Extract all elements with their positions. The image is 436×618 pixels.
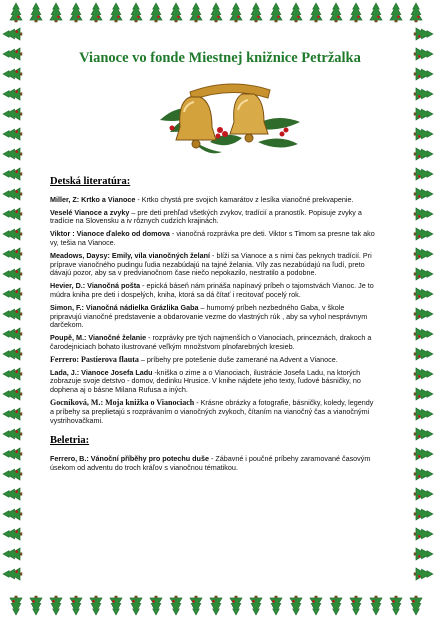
christmas-tree-icon [3, 68, 22, 80]
book-entry [50, 399, 376, 425]
christmas-tree-icon [30, 3, 42, 22]
christmas-tree-icon [10, 596, 22, 615]
christmas-tree-icon [90, 3, 102, 22]
christmas-tree-icon [3, 88, 22, 100]
book-description: - vianočná rozprávka pre deti. Viktor s Timom sa presne tak ako vy, tešia na Vianoce. [50, 229, 375, 247]
christmas-tree-icon [414, 488, 433, 500]
christmas-tree-icon [30, 596, 42, 615]
christmas-tree-icon [414, 308, 433, 320]
christmas-tree-icon [414, 328, 433, 340]
christmas-tree-icon [370, 3, 382, 22]
christmas-tree-icon [250, 3, 262, 22]
book-title: Lada, J.: Vianoce Josefa Ladu [50, 367, 153, 377]
christmas-bells-icon [150, 72, 310, 172]
christmas-tree-icon [290, 3, 302, 22]
christmas-tree-icon [414, 188, 433, 200]
book-title: Ferrero, B.: Vánoční příběhy pro potechu duše [50, 454, 209, 464]
section-heading: Detská literatúra: [50, 176, 131, 187]
christmas-tree-icon [414, 428, 433, 440]
christmas-tree-icon [270, 596, 282, 615]
christmas-tree-icon [190, 3, 202, 22]
christmas-tree-icon [3, 168, 22, 180]
christmas-tree-icon [3, 48, 22, 60]
christmas-tree-icon [414, 248, 433, 260]
christmas-tree-icon [414, 268, 433, 280]
christmas-tree-icon [270, 3, 282, 22]
christmas-tree-icon [3, 568, 22, 580]
christmas-tree-icon [3, 208, 22, 220]
book-title: Hevier, D.: Vianočná pošta [50, 281, 141, 291]
christmas-tree-icon [250, 596, 262, 615]
christmas-tree-icon [50, 3, 62, 22]
christmas-tree-icon [3, 448, 22, 460]
christmas-tree-icon [414, 448, 433, 460]
christmas-tree-icon [3, 488, 22, 500]
christmas-tree-icon [170, 596, 182, 615]
christmas-tree-icon [414, 128, 433, 140]
book-entry [50, 304, 376, 330]
christmas-tree-icon [414, 228, 433, 240]
christmas-tree-icon [414, 348, 433, 360]
christmas-tree-icon [3, 268, 22, 280]
christmas-tree-icon [414, 368, 433, 380]
christmas-tree-icon [3, 328, 22, 340]
christmas-tree-icon [410, 596, 422, 615]
book-entry [50, 282, 376, 300]
christmas-tree-icon [10, 3, 22, 22]
book-description: - Krásne obrázky a fotografie, básničky, koledy, legendy a príbehy sa preplietajú s rozprávaním o vianočných zvykoch, čítaním na vianočný čas a vianočnými vystrihovačkami. [50, 397, 374, 425]
book-description: – príbehy pre potešenie duše zamerané na Advent a Vianoce. [138, 354, 338, 364]
christmas-tree-icon [70, 3, 82, 22]
christmas-tree-icon [414, 528, 433, 540]
book-title: Veselé Vianoce a zvyky [50, 207, 130, 217]
book-description: - epická báseň nám prináša napínavý príbeh o tajomstvách Vianoc. Je to múdra kniha pre deti i dospelých, kniha, ktorá sa dá čítať i recitovať pocelý rok. [50, 281, 374, 299]
christmas-tree-icon [110, 596, 122, 615]
christmas-tree-icon [70, 596, 82, 615]
christmas-tree-icon [110, 3, 122, 22]
christmas-tree-icon [290, 596, 302, 615]
christmas-tree-icon [414, 68, 433, 80]
christmas-tree-icon [390, 3, 402, 22]
book-title: Simon, F.: Vianočná nádielka Grázlika Gaba [50, 302, 199, 312]
christmas-tree-icon [210, 3, 222, 22]
christmas-tree-icon [3, 408, 22, 420]
christmas-tree-icon [310, 596, 322, 615]
christmas-tree-icon [414, 28, 433, 40]
page-title: Vianoce vo fonde Miestnej knižnice Petržalka [79, 50, 361, 66]
christmas-tree-icon [3, 388, 22, 400]
book-description: – humorný príbeh nezbedného Gaba, v škole pripravujú vianočné predstavenie a obdarovanie vezme do vlastných rúk , aby sa vyhol nesprávnym darčekom. [50, 302, 368, 330]
christmas-tree-icon [414, 208, 433, 220]
christmas-tree-icon [3, 428, 22, 440]
christmas-tree-icon [310, 3, 322, 22]
christmas-tree-icon [3, 468, 22, 480]
book-list [50, 178, 376, 477]
christmas-tree-icon [3, 148, 22, 160]
christmas-tree-icon [414, 508, 433, 520]
book-entry [50, 369, 376, 395]
book-description: -kniška o zime a o Vianociach, ilustrácie Josefa Ladu, na ktorých zobrazuje svoje detstvo - domov, dedinku Hrusice. V knihe nájdete jeho texty, ľudové básničky, no dophena aj o básne Milana Rufusa a iných. [50, 367, 361, 395]
christmas-tree-icon [3, 288, 22, 300]
christmas-tree-icon [230, 3, 242, 22]
christmas-tree-icon [330, 3, 342, 22]
christmas-tree-icon [3, 508, 22, 520]
book-title: Poupě, M.: Vianočné želanie [50, 333, 147, 343]
book-entry [50, 334, 376, 352]
book-entry [50, 252, 376, 278]
christmas-tree-icon [170, 3, 182, 22]
christmas-tree-icon [130, 3, 142, 22]
christmas-tree-icon [410, 3, 422, 22]
christmas-tree-icon [414, 148, 433, 160]
book-title: Gocníková, M.: Moja knižka o Vianociach [50, 397, 195, 407]
section-heading: Beletria: [50, 435, 90, 447]
christmas-tree-icon [414, 468, 433, 480]
christmas-tree-icon [370, 596, 382, 615]
book-entry [50, 455, 376, 473]
section-gap [50, 429, 376, 437]
christmas-tree-icon [230, 596, 242, 615]
christmas-tree-icon [3, 528, 22, 540]
book-title: Meadows, Daysy: Emily, víla vianočných želaní [50, 250, 211, 260]
book-title: Viktor : Vianoce ďaleko od domova [50, 229, 170, 239]
book-description: - blíži sa Vianoce a s nimi čas peknych tradícií. Pri príprave vianočného pudingu ľudia nezabúdajú na tajné želania. Víly zas nezabúdajú na ľudí, preto dávajú pozor, aby sa v predvianočnom čase niečo nepokazilo, nestratilo a podobne. [50, 250, 372, 278]
book-title: Miller, Z: Krtko a Vianoce [50, 194, 136, 204]
christmas-tree-icon [330, 596, 342, 615]
christmas-tree-icon [210, 596, 222, 615]
book-description: - rozprávky pre tých najmenších o Vianociach, princeznách, drakoch a čarodejniciach bohato ilustrované veľkým množstvom plnofarebných kresieb. [50, 333, 372, 351]
christmas-tree-icon [3, 188, 22, 200]
christmas-tree-icon [3, 368, 22, 380]
christmas-tree-icon [414, 388, 433, 400]
christmas-tree-icon [414, 408, 433, 420]
christmas-tree-icon [190, 596, 202, 615]
christmas-tree-icon [3, 248, 22, 260]
christmas-tree-icon [150, 596, 162, 615]
book-entry [50, 209, 376, 227]
christmas-tree-icon [414, 48, 433, 60]
christmas-tree-icon [3, 28, 22, 40]
christmas-tree-icon [3, 348, 22, 360]
book-description: - Zábavné i poučné príbehy zaramované časovým úsekom od adventu do troch kráľov s vianočnou tématikou. [50, 454, 371, 472]
book-description: – pre deti prehľad všetkých zvykov, tradícií a pranostík. Popisuje zvyky a tradície na Slovensku a iv rôznych cudzích krajinách. [50, 207, 362, 226]
book-title: Ferrero: Pastierova flauta [50, 354, 139, 364]
christmas-tree-icon [3, 128, 22, 140]
christmas-tree-icon [414, 168, 433, 180]
christmas-tree-icon [414, 548, 433, 560]
christmas-tree-icon [414, 88, 433, 100]
christmas-tree-icon [150, 3, 162, 22]
christmas-tree-icon [350, 3, 362, 22]
book-entry [50, 356, 376, 365]
christmas-tree-icon [50, 596, 62, 615]
christmas-tree-icon [130, 596, 142, 615]
book-entry [50, 230, 376, 248]
christmas-tree-icon [350, 596, 362, 615]
christmas-tree-icon [414, 108, 433, 120]
book-description: - Krtko chystá pre svojich kamarátov z lesíka vianočné prekvapenie. [135, 194, 354, 204]
christmas-tree-icon [414, 568, 433, 580]
christmas-tree-icon [414, 288, 433, 300]
christmas-tree-icon [90, 596, 102, 615]
christmas-tree-icon [3, 308, 22, 320]
book-entry [50, 196, 376, 205]
christmas-tree-icon [3, 548, 22, 560]
christmas-tree-icon [3, 108, 22, 120]
christmas-tree-icon [3, 228, 22, 240]
christmas-tree-icon [390, 596, 402, 615]
